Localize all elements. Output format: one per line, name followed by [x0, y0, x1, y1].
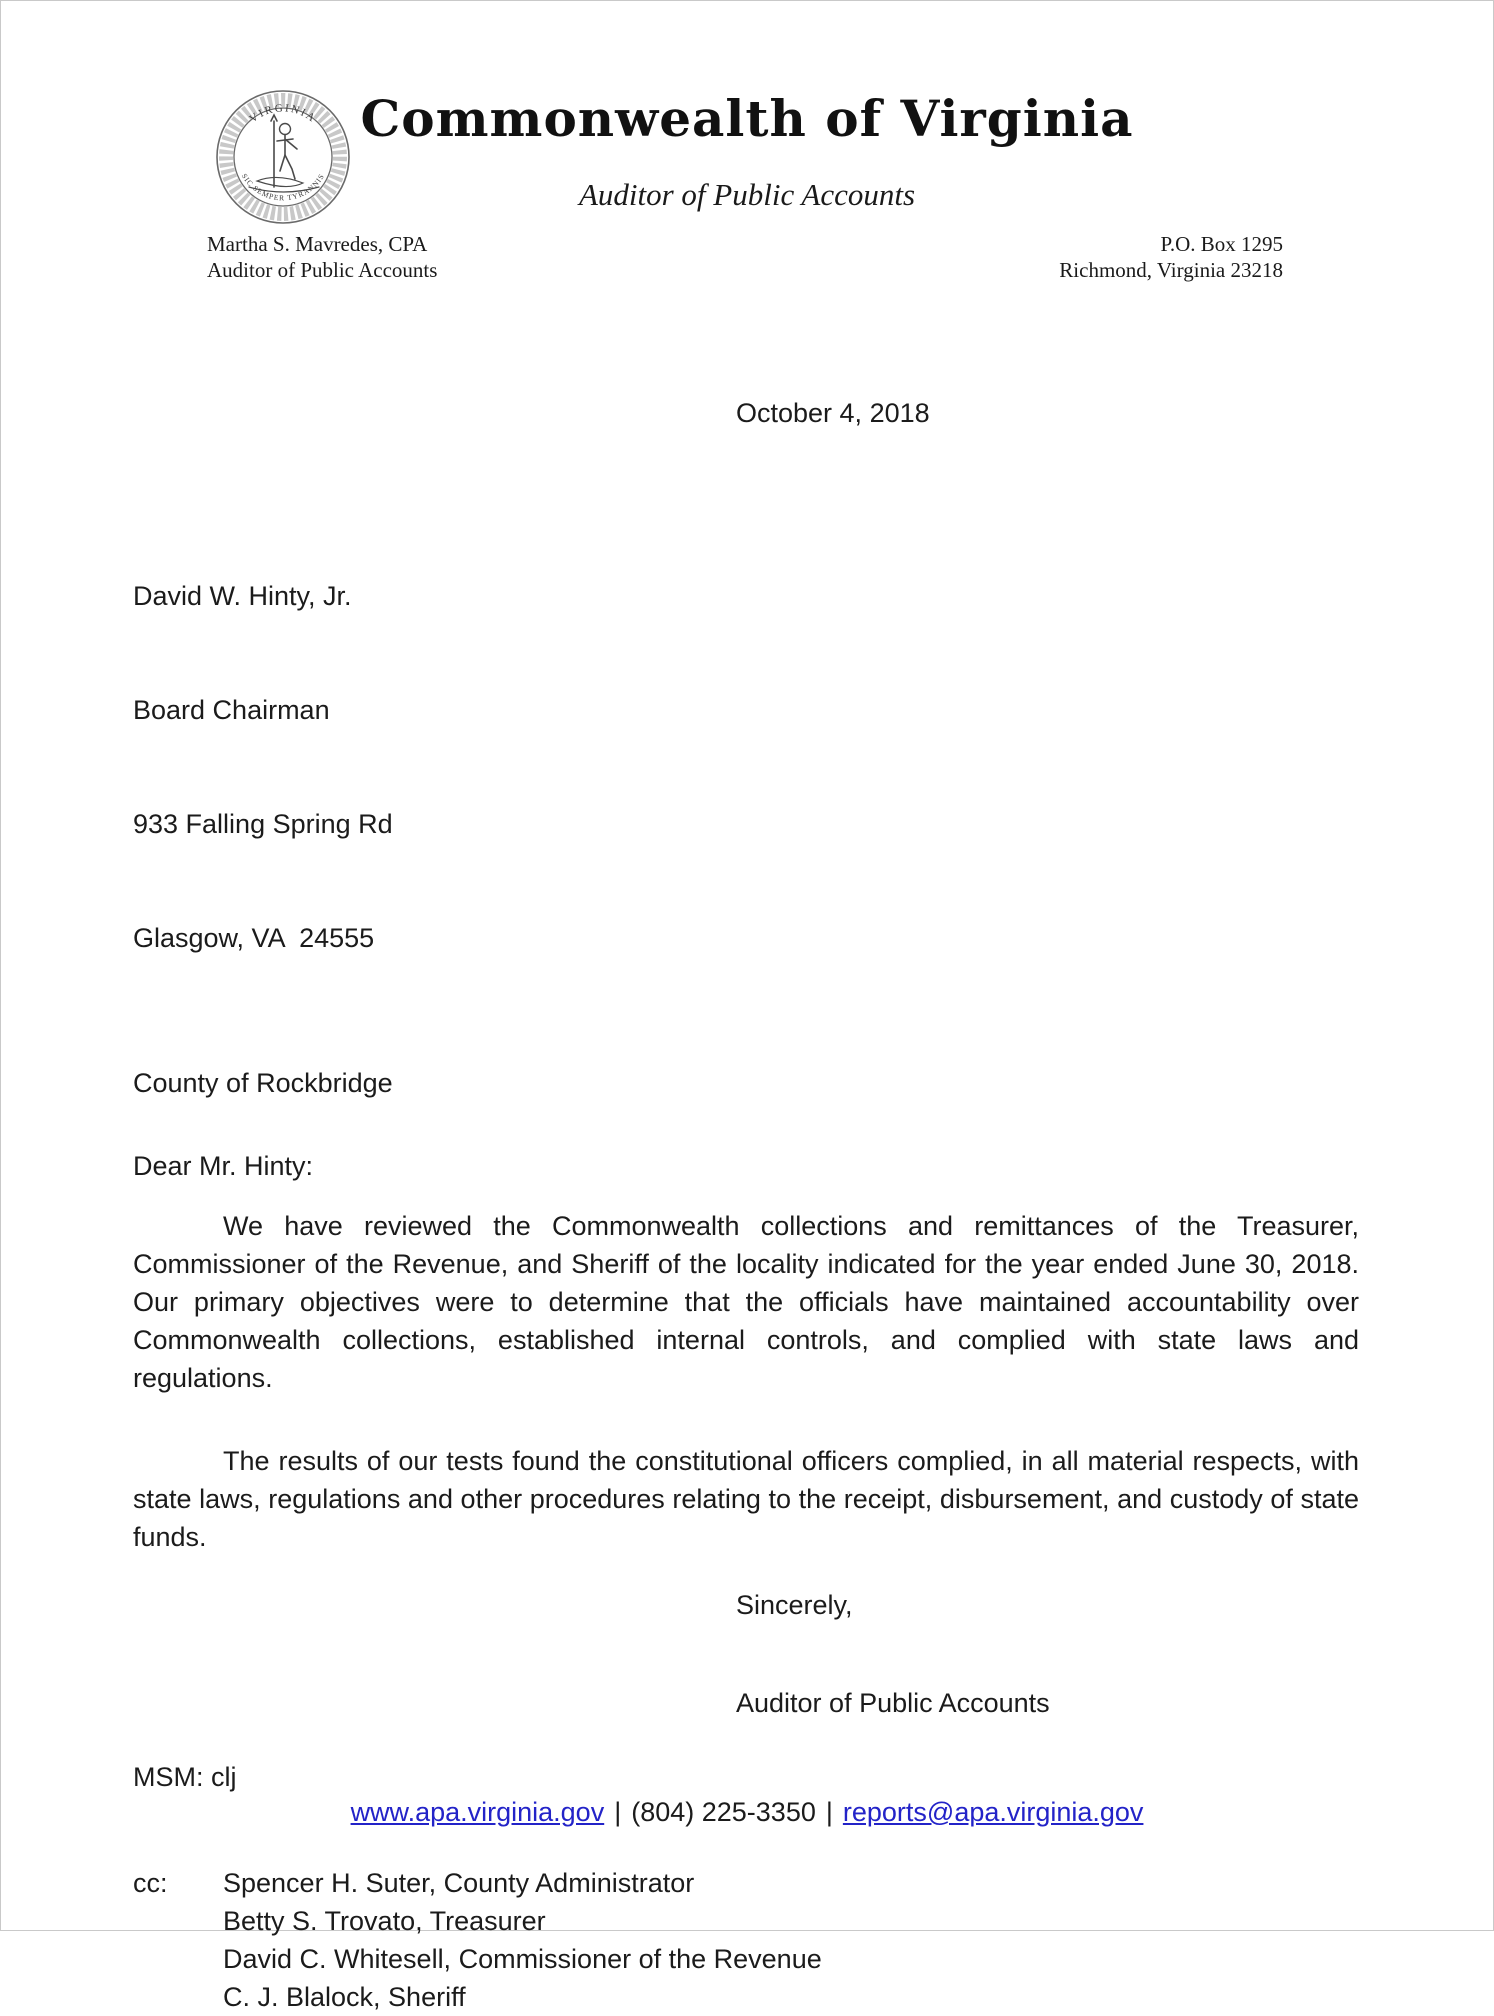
recipient-name: David W. Hinty, Jr.	[133, 581, 352, 611]
po-box-line: P.O. Box 1295	[1160, 232, 1283, 256]
website-link[interactable]: www.apa.virginia.gov	[350, 1797, 605, 1827]
cc-label: cc:	[133, 1868, 168, 1898]
body-paragraph-1: We have reviewed the Commonwealth collections and remittances of the Treasurer, Commissioner of the Revenue, and Sheriff of the locality indicated for the year ended June 30, 2018. Our primary objectives were to determine that the officials have maintained accountability over Commonwealth collections, established internal controls, and complied with state laws and regulations.	[133, 1211, 1359, 1393]
phone-number: (804) 225-3350	[631, 1797, 816, 1827]
recipient-city: Glasgow, VA 24555	[133, 923, 375, 953]
cc-name: C. J. Blalock, Sheriff	[223, 1982, 466, 2012]
seal-bottom-text: SIC SEMPER TYRANNIS	[239, 171, 327, 203]
cc-name-list	[223, 1864, 822, 2016]
official-name: Martha S. Mavredes, CPA	[207, 232, 428, 256]
cc-name: Spencer H. Suter, County Administrator	[223, 1868, 695, 1898]
recipient-title: Board Chairman	[133, 695, 330, 725]
cc-block	[133, 1864, 1359, 2016]
seal-top-text: VIRGINIA	[247, 102, 319, 126]
email-link[interactable]: reports@apa.virginia.gov	[842, 1797, 1144, 1827]
body-paragraph-2: The results of our tests found the constitutional officers complied, in all material respects, with state laws, regulations and other procedures relating to the receipt, disbursement, and custody of state funds.	[133, 1446, 1359, 1552]
recipient-address-block	[133, 501, 1359, 1033]
locality-line: County of Rockbridge	[133, 1068, 393, 1098]
recipient-street: 933 Falling Spring Rd	[133, 809, 393, 839]
letter-footer	[1, 1797, 1493, 1828]
footer-separator: |	[825, 1797, 833, 1827]
cc-name: Betty S. Trovato, Treasurer	[223, 1906, 546, 1936]
auditor-contact-block	[207, 231, 437, 283]
agency-subtitle: Auditor of Public Accounts	[578, 177, 916, 212]
cc-name: David C. Whitesell, Commissioner of the Revenue	[223, 1944, 822, 1974]
city-state-zip-line: Richmond, Virginia 23218	[1059, 258, 1283, 282]
signature-title: Auditor of Public Accounts	[736, 1688, 1050, 1718]
salutation: Dear Mr. Hinty:	[133, 1151, 314, 1181]
agency-title: Commonwealth of Virginia	[360, 89, 1134, 148]
letter-date: October 4, 2018	[736, 398, 930, 428]
office-address-block	[1059, 231, 1283, 283]
footer-separator: |	[614, 1797, 622, 1827]
letter-body	[133, 394, 1359, 2016]
official-title: Auditor of Public Accounts	[207, 258, 438, 282]
letterhead	[1, 1, 1493, 301]
closing-line: Sincerely,	[736, 1590, 853, 1620]
reference-initials: MSM: clj	[133, 1762, 237, 1792]
